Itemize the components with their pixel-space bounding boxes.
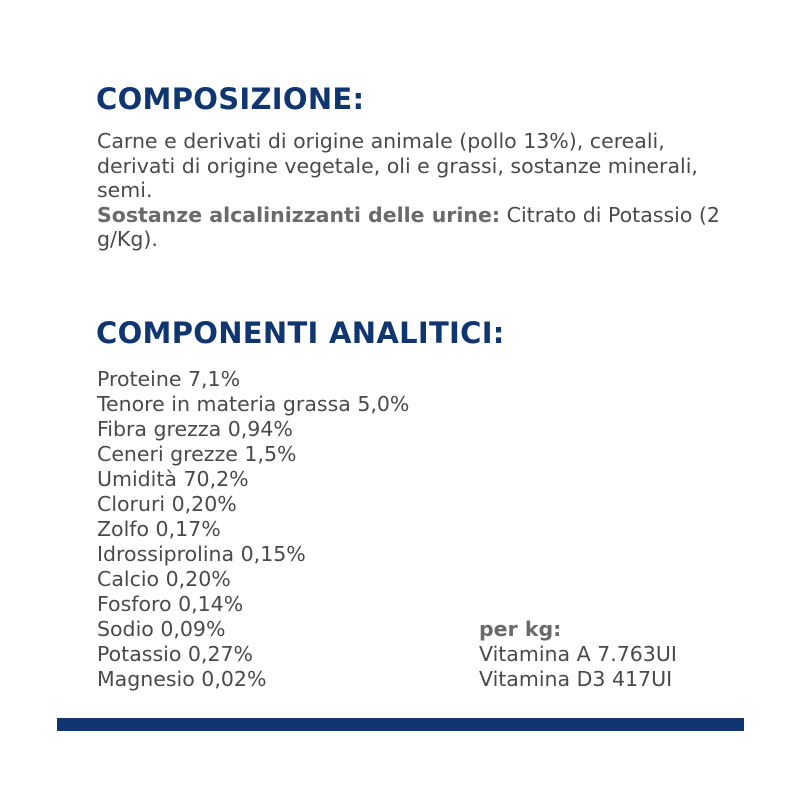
- alkalizing-value: Citrato di Potassio (2 g/Kg).: [97, 202, 720, 251]
- per-kg-label: per kg:: [479, 617, 562, 641]
- list-item: Calcio 0,20%: [97, 567, 231, 591]
- footer-divider-bar: [57, 718, 744, 731]
- list-item: Ceneri grezze 1,5%: [97, 442, 297, 466]
- list-item: Magnesio 0,02%: [97, 667, 267, 691]
- analytics-list: [97, 367, 409, 692]
- composition-text: [97, 129, 737, 252]
- list-item: Fibra grezza 0,94%: [97, 417, 293, 441]
- list-item: Potassio 0,27%: [97, 642, 254, 666]
- list-item: Cloruri 0,20%: [97, 492, 237, 516]
- per-kg-list: [479, 617, 677, 692]
- list-item: Proteine 7,1%: [97, 367, 241, 391]
- list-item: Umidità 70,2%: [97, 467, 249, 491]
- list-item: Vitamina A 7.763UI: [479, 642, 677, 666]
- composition-heading: COMPOSIZIONE:: [96, 82, 365, 116]
- list-item: Fosforo 0,14%: [97, 592, 244, 616]
- alkalizing-label: Sostanze alcalinizzanti delle urine:: [97, 202, 501, 227]
- list-item: Tenore in materia grassa 5,0%: [97, 392, 410, 416]
- analytics-heading: COMPONENTI ANALITICI:: [96, 316, 505, 350]
- list-item: Zolfo 0,17%: [97, 517, 221, 541]
- list-item: Vitamina D3 417UI: [479, 667, 673, 691]
- list-item: Sodio 0,09%: [97, 617, 226, 641]
- list-item: Idrossiprolina 0,15%: [97, 542, 306, 566]
- composition-ingredients: Carne e derivati di origine animale (pollo 13%), cereali, derivati di origine vegetale, oli e grassi, sostanze minerali, semi.: [97, 129, 698, 202]
